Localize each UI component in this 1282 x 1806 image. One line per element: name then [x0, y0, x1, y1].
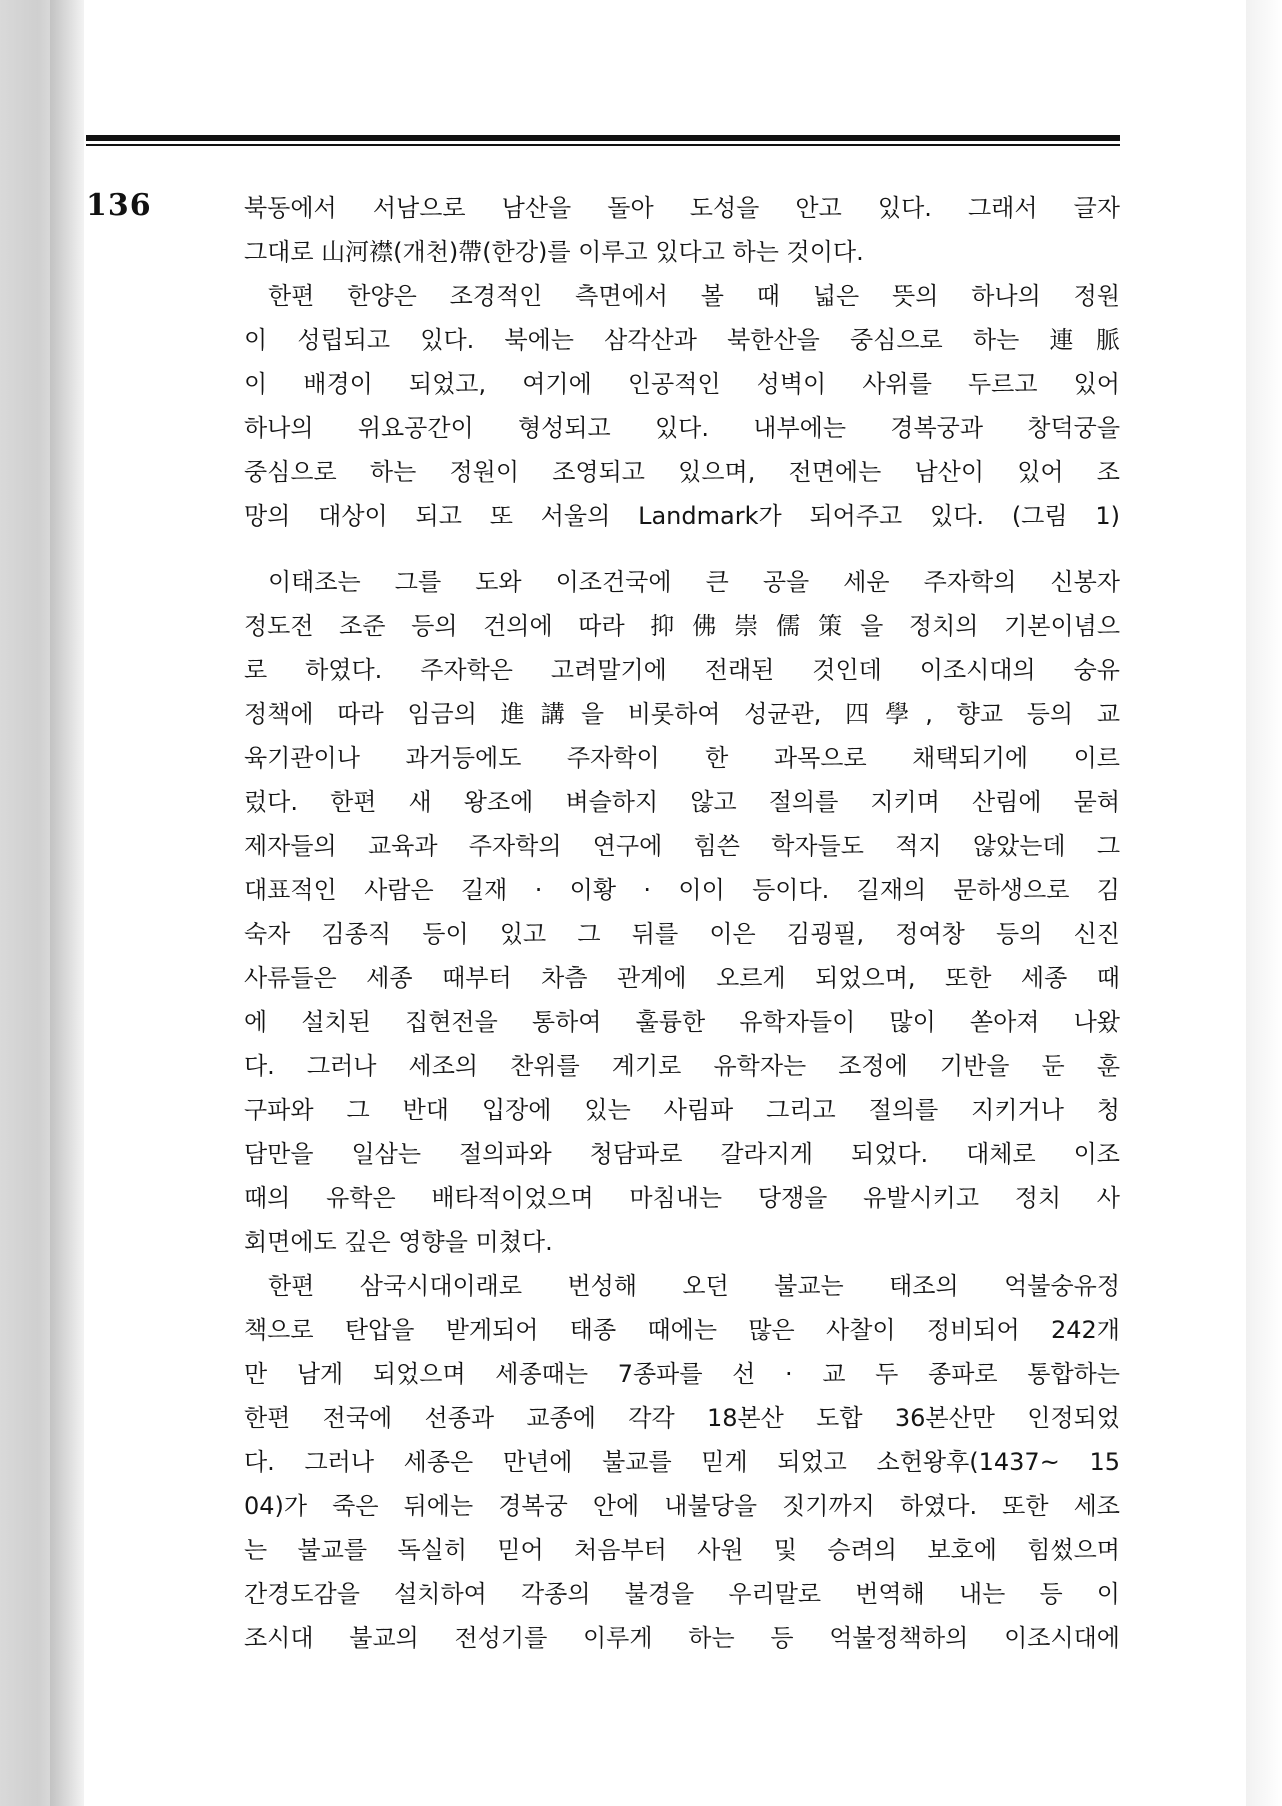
text-line: 이 배경이 되었고, 여기에 인공적인 성벽이 사위를 두르고 있어 [244, 370, 1120, 398]
text-line: 육기관이나 과거등에도 주자학이 한 과목으로 채택되기에 이르 [244, 744, 1120, 772]
text-line: 다. 그러나 세조의 찬위를 계기로 유학자는 조정에 기반을 둔 훈 [244, 1052, 1120, 1080]
text-line: 책으로 탄압을 받게되어 태종 때에는 많은 사찰이 정비되어 242개 [244, 1316, 1120, 1344]
header-rule-thin [86, 144, 1120, 146]
text-line: 망의 대상이 되고 또 서울의 Landmark가 되어주고 있다. (그림 1) [244, 502, 1120, 530]
text-line: 대표적인 사람은 길재 · 이황 · 이이 등이다. 길재의 문하생으로 김 [244, 876, 1120, 904]
text-line: 04)가 죽은 뒤에는 경복궁 안에 내불당을 짓기까지 하였다. 또한 세조 [244, 1492, 1120, 1520]
text-line: 한편 전국에 선종과 교종에 각각 18본산 도합 36본산만 인정되었 [244, 1404, 1120, 1432]
text-line: 사류들은 세종 때부터 차츰 관계에 오르게 되었으며, 또한 세종 때 [244, 964, 1120, 992]
text-line: 이 성립되고 있다. 북에는 삼각산과 북한산을 중심으로 하는 連脈 [244, 326, 1120, 354]
body-text [244, 186, 1120, 1660]
text-line: 그대로 山河襟(개천)帶(한강)를 이루고 있다고 하는 것이다. [244, 238, 864, 266]
text-line: 회면에도 깊은 영향을 미쳤다. [244, 1228, 553, 1256]
text-line: 로 하였다. 주자학은 고려말기에 전래된 것인데 이조시대의 숭유 [244, 656, 1120, 684]
text-line: 숙자 김종직 등이 있고 그 뒤를 이은 김굉필, 정여창 등의 신진 [244, 920, 1120, 948]
text-line: 담만을 일삼는 절의파와 청담파로 갈라지게 되었다. 대체로 이조 [244, 1140, 1120, 1168]
text-line: 하나의 위요공간이 형성되고 있다. 내부에는 경복궁과 창덕궁을 [244, 414, 1120, 442]
text-line: 렀다. 한편 새 왕조에 벼슬하지 않고 절의를 지키며 산림에 묻혀 [244, 788, 1120, 816]
text-line: 이태조는 그를 도와 이조건국에 큰 공을 세운 주자학의 신봉자 [268, 568, 1120, 596]
text-line: 는 불교를 독실히 믿어 처음부터 사원 및 승려의 보호에 힘썼으며 [244, 1536, 1120, 1564]
paragraph-gap [244, 538, 1120, 560]
page-number: 136 [86, 188, 152, 223]
page-right-shadow [1246, 0, 1282, 1806]
text-line: 정도전 조준 등의 건의에 따라 抑佛崇儒策을 정치의 기본이념으 [244, 612, 1120, 640]
text-line: 중심으로 하는 정원이 조영되고 있으며, 전면에는 남산이 있어 조 [244, 458, 1120, 486]
text-line: 제자들의 교육과 주자학의 연구에 힘쓴 학자들도 적지 않았는데 그 [244, 832, 1120, 860]
text-line: 정책에 따라 임금의 進講을 비롯하여 성균관, 四學, 향교 등의 교 [244, 700, 1120, 728]
book-edge-shadow [50, 0, 84, 1806]
text-line: 간경도감을 설치하여 각종의 불경을 우리말로 번역해 내는 등 이 [244, 1580, 1120, 1608]
text-line: 때의 유학은 배타적이었으며 마침내는 당쟁을 유발시키고 정치 사 [244, 1184, 1120, 1212]
text-line: 한편 삼국시대이래로 번성해 오던 불교는 태조의 억불숭유정 [268, 1272, 1120, 1300]
text-line: 구파와 그 반대 입장에 있는 사림파 그리고 절의를 지키거나 청 [244, 1096, 1120, 1124]
text-line: 에 설치된 집현전을 통하여 훌륭한 유학자들이 많이 쏟아져 나왔 [244, 1008, 1120, 1036]
text-line: 북동에서 서남으로 남산을 돌아 도성을 안고 있다. 그래서 글자 [244, 194, 1120, 222]
text-line: 만 남게 되었으며 세종때는 7종파를 선 · 교 두 종파로 통합하는 [244, 1360, 1120, 1388]
text-line: 한편 한양은 조경적인 측면에서 볼 때 넓은 뜻의 하나의 정원 [268, 282, 1120, 310]
text-line: 다. 그러나 세종은 만년에 불교를 믿게 되었고 소헌왕후(1437~ 15 [244, 1448, 1120, 1476]
text-line: 조시대 불교의 전성기를 이루게 하는 등 억불정책하의 이조시대에 [244, 1624, 1120, 1652]
header-rule-thick [86, 135, 1120, 141]
